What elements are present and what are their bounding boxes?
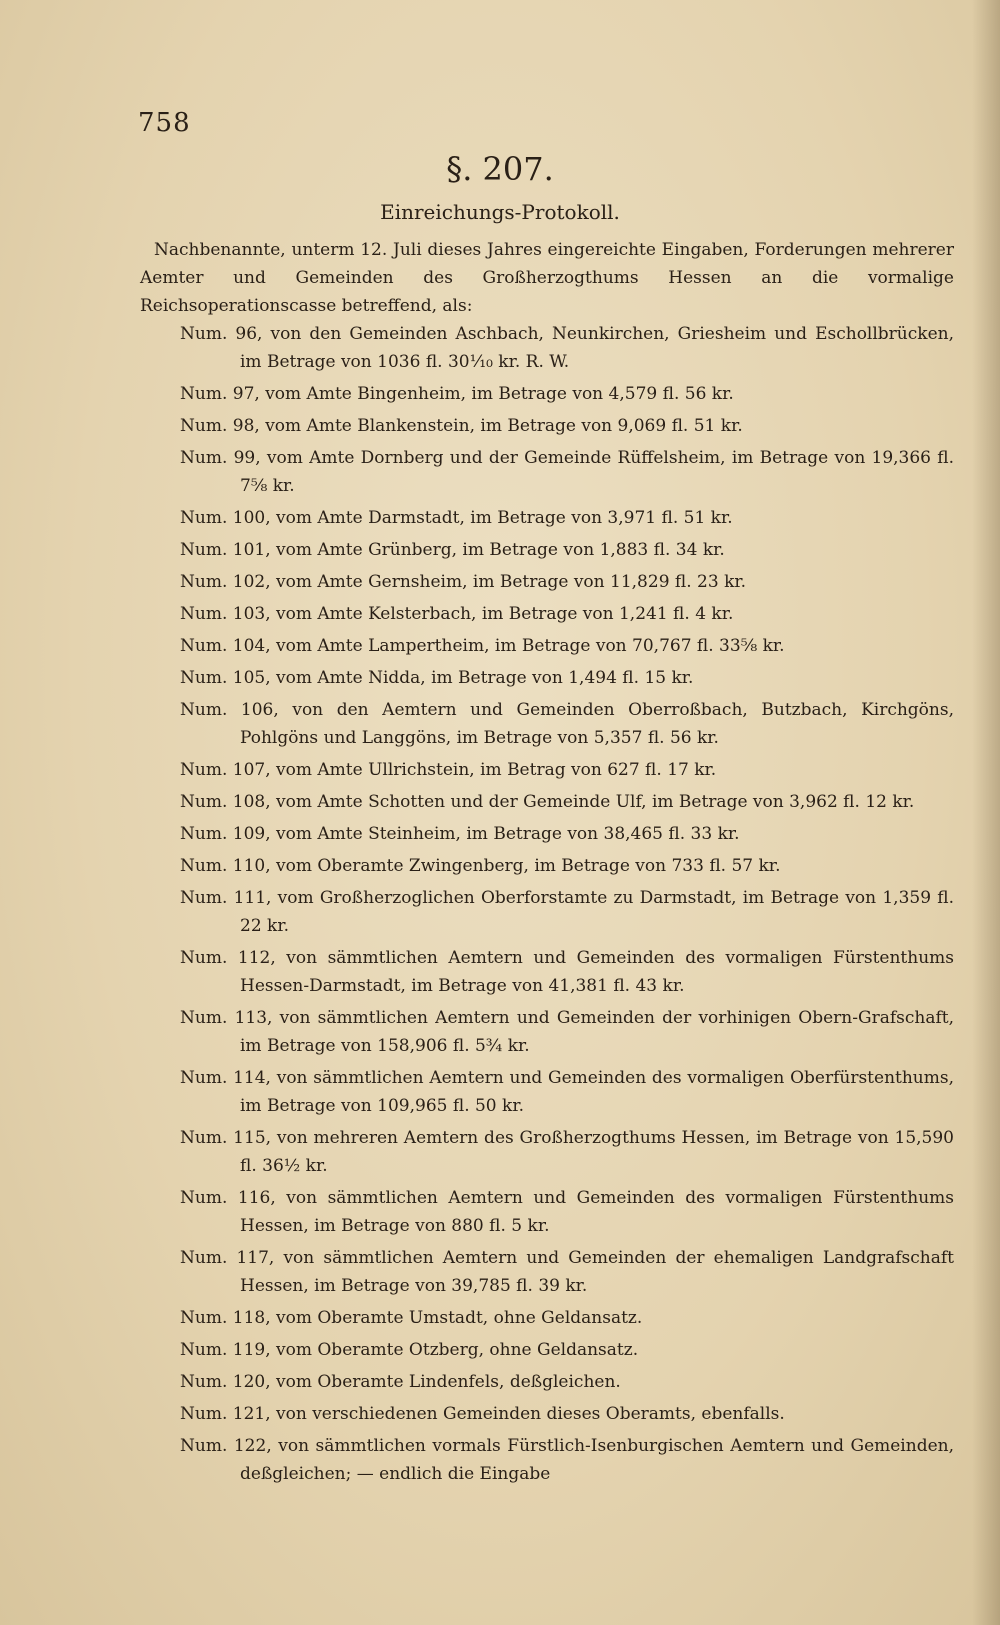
intro-paragraph: Nachbenannte, unterm 12. Juli dieses Jahres eingereichte Eingaben, Forderungen mehrerer Aemter und Gemeinden des Großherzogthums Hessen an die vormalige Reichsoperationscasse betreffend, als: <box>140 240 954 316</box>
list-item: Num. 108, vom Amte Schotten und der Gemeinde Ulf, im Betrage von 3,962 fl. 12 kr. <box>180 792 915 812</box>
section-subtitle: Einreichungs-Protokoll. <box>380 200 620 224</box>
list-item: Num. 99, vom Amte Dornberg und der Gemeinde Rüffelsheim, im Betrage von 19,366 fl. 7⅝ kr. <box>180 448 954 496</box>
list-item: Num. 116, von sämmtlichen Aemtern und Gemeinden des vormaligen Fürstenthums Hessen, im Betrage von 880 fl. 5 kr. <box>180 1188 954 1236</box>
list-item: Num. 119, vom Oberamte Otzberg, ohne Geldansatz. <box>180 1340 639 1360</box>
list-item: Num. 122, von sämmtlichen vormals Fürstlich-Isenburgischen Aemtern und Gemeinden, deßgleichen; — endlich die Eingabe <box>180 1436 954 1484</box>
list-item: Num. 121, von verschiedenen Gemeinden dieses Oberamts, ebenfalls. <box>180 1404 785 1424</box>
list-item: Num. 111, vom Großherzoglichen Oberforstamte zu Darmstadt, im Betrage von 1,359 fl. 22 kr. <box>180 888 954 936</box>
list-item: Num. 102, vom Amte Gernsheim, im Betrage von 11,829 fl. 23 kr. <box>180 572 747 592</box>
list-item: Num. 113, von sämmtlichen Aemtern und Gemeinden der vorhinigen Obern-Grafschaft, im Betrage von 158,906 fl. 5¾ kr. <box>180 1008 954 1056</box>
section-title: §. 207. <box>446 150 554 188</box>
list-item: Num. 110, vom Oberamte Zwingenberg, im Betrage von 733 fl. 57 kr. <box>180 856 781 876</box>
list-item: Num. 106, von den Aemtern und Gemeinden Oberroßbach, Butzbach, Kirchgöns, Pohlgöns und Langgöns, im Betrage von 5,357 fl. 56 kr. <box>180 700 954 748</box>
page-edge-shadow <box>972 0 1000 1625</box>
list-item: Num. 117, von sämmtlichen Aemtern und Gemeinden der ehemaligen Landgrafschaft Hessen, im Betrage von 39,785 fl. 39 kr. <box>180 1248 954 1296</box>
page-number: 758 <box>138 108 191 138</box>
list-item: Num. 96, von den Gemeinden Aschbach, Neunkirchen, Griesheim und Eschollbrücken, im Betrage von 1036 fl. 30⅒ kr. R. W. <box>180 324 954 372</box>
list-item: Num. 107, vom Amte Ullrichstein, im Betrag von 627 fl. 17 kr. <box>180 760 717 780</box>
list-item: Num. 103, vom Amte Kelsterbach, im Betrage von 1,241 fl. 4 kr. <box>180 604 734 624</box>
list-item: Num. 98, vom Amte Blankenstein, im Betrage von 9,069 fl. 51 kr. <box>180 416 743 436</box>
list-item: Num. 120, vom Oberamte Lindenfels, deßgleichen. <box>180 1372 621 1392</box>
list-item: Num. 104, vom Amte Lampertheim, im Betrage von 70,767 fl. 33⅝ kr. <box>180 636 785 656</box>
list-item: Num. 100, vom Amte Darmstadt, im Betrage von 3,971 fl. 51 kr. <box>180 508 733 528</box>
list-item: Num. 109, vom Amte Steinheim, im Betrage von 38,465 fl. 33 kr. <box>180 824 740 844</box>
list-item: Num. 105, vom Amte Nidda, im Betrage von 1,494 fl. 15 kr. <box>180 668 694 688</box>
list-item: Num. 101, vom Amte Grünberg, im Betrage von 1,883 fl. 34 kr. <box>180 540 725 560</box>
list-item: Num. 115, von mehreren Aemtern des Großherzogthums Hessen, im Betrage von 15,590 fl. 36½ kr. <box>180 1128 954 1176</box>
list-item: Num. 114, von sämmtlichen Aemtern und Gemeinden des vormaligen Oberfürstenthums, im Betrage von 109,965 fl. 50 kr. <box>180 1068 954 1116</box>
list-item: Num. 118, vom Oberamte Umstadt, ohne Geldansatz. <box>180 1308 643 1328</box>
list-item: Num. 97, vom Amte Bingenheim, im Betrage von 4,579 fl. 56 kr. <box>180 384 734 404</box>
list-item: Num. 112, von sämmtlichen Aemtern und Gemeinden des vormaligen Fürstenthums Hessen-Darmstadt, im Betrage von 41,381 fl. 43 kr. <box>180 948 954 996</box>
entry-list <box>140 320 954 1492</box>
